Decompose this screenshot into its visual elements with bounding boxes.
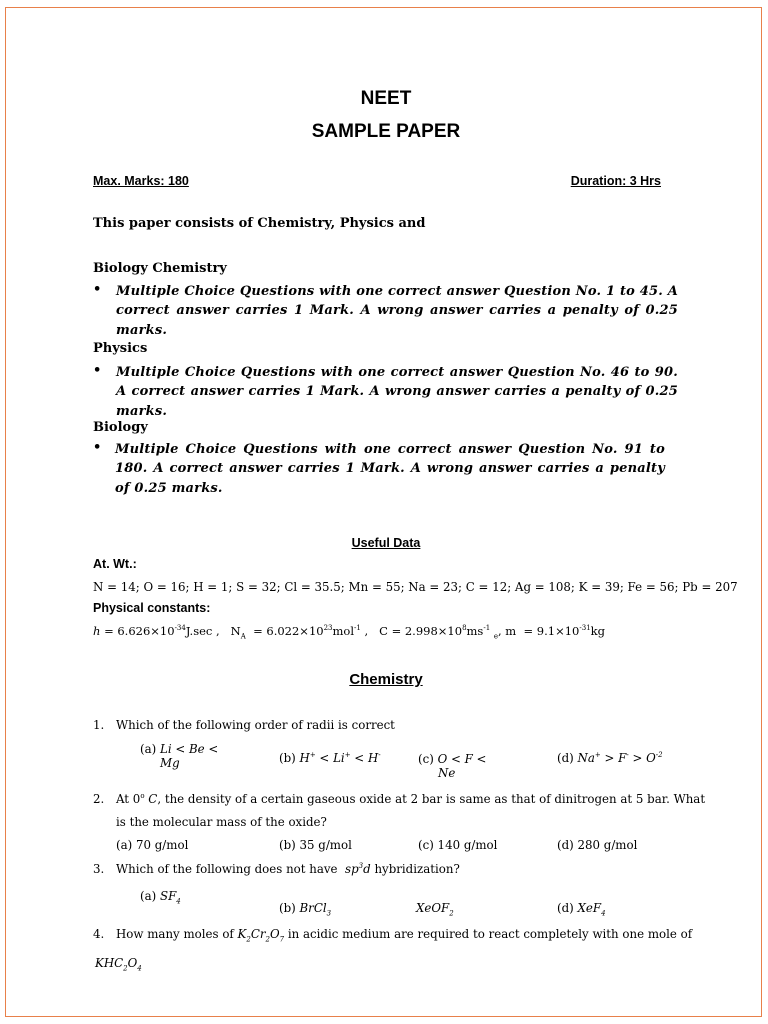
q1-option-b[interactable]: (b) H+ < Li+ < H- [279, 751, 381, 765]
q2-option-d[interactable]: (d) 280 g/mol [557, 838, 638, 852]
section-instructions-physics: • Multiple Choice Questions with one correct answer Question No. 46 to 90. A correct answer carries 1 Mark. A wrong answer carries a penalty of 0.25 marks. [93, 363, 678, 419]
max-marks: Max. Marks: 180 [93, 174, 189, 188]
q1-option-d[interactable]: (d) $Na^+ > F^- > O^{-2}$ [557, 751, 663, 765]
bullet-icon: • [93, 440, 102, 455]
useful-data-heading: Useful Data [351, 536, 421, 550]
q2-option-c[interactable]: (c) 140 g/mol [418, 838, 498, 852]
q1-option-a[interactable]: (a) Li < Be < Mg [140, 742, 219, 770]
physical-constants-label: Physical constants: [93, 601, 211, 615]
section-instructions-chemistry: • Multiple Choice Questions with one correct answer Question No. 1 to 45. A correct answer carries 1 Mark. A wrong answer carries a penalty of 0.25 marks. [93, 282, 678, 338]
q3-option-c[interactable]: XeOF$_2$ [416, 901, 454, 918]
q1-option-c[interactable]: (c) O < F < Ne [418, 752, 487, 780]
bullet-icon: • [93, 363, 102, 378]
section-heading-biology-chemistry: Biology Chemistry [93, 261, 227, 276]
q2-option-b[interactable]: (b) 35 g/mol [279, 838, 352, 852]
atomic-weights: N = 14; O = 16; H = 1; S = 32; Cl = 35.5; Mn = 55; Na = 23; C = 12; Ag = 108; K = 39; Fe = 56; Pb = 207 [93, 580, 738, 594]
section-heading-biology: Biology [93, 420, 148, 435]
q3-option-d[interactable]: (d) XeF$_4$ [557, 901, 606, 918]
exam-title: NEET [360, 88, 412, 109]
physical-constants: $h = 6.626\times 10^{-34}J.\sec$ , $N_A = 6.022\times 10^{23}mol^{-1}$ , $C = 2.998\times 10^8ms^{-1}$ $_e$, $m = 9.1\times 10^{-31}kg$ [93, 624, 605, 641]
duration: Duration: 3 Hrs [570, 174, 661, 188]
q2-option-a[interactable]: (a) 70 g/mol [116, 838, 189, 852]
chemistry-heading: Chemistry [349, 671, 423, 688]
section-heading-physics: Physics [93, 341, 148, 356]
question-4-formula: $KHC_2O_4$ [95, 956, 142, 973]
bullet-icon: • [93, 282, 102, 297]
exam-subtitle: SAMPLE PAPER [311, 121, 461, 142]
q3-option-b[interactable]: (b) BrCl$_3$ [279, 901, 332, 918]
atomic-weights-label: At. Wt.: [93, 557, 137, 571]
section-instructions-biology: • Multiple Choice Questions with one correct answer Question No. 91 to 180. A correct answer carries 1 Mark. A wrong answer carries a penalty of 0.25 marks. [93, 440, 665, 496]
intro-text: This paper consists of Chemistry, Physics and [93, 216, 426, 231]
q3-option-a[interactable]: (a) $SF_4$ [140, 889, 181, 906]
